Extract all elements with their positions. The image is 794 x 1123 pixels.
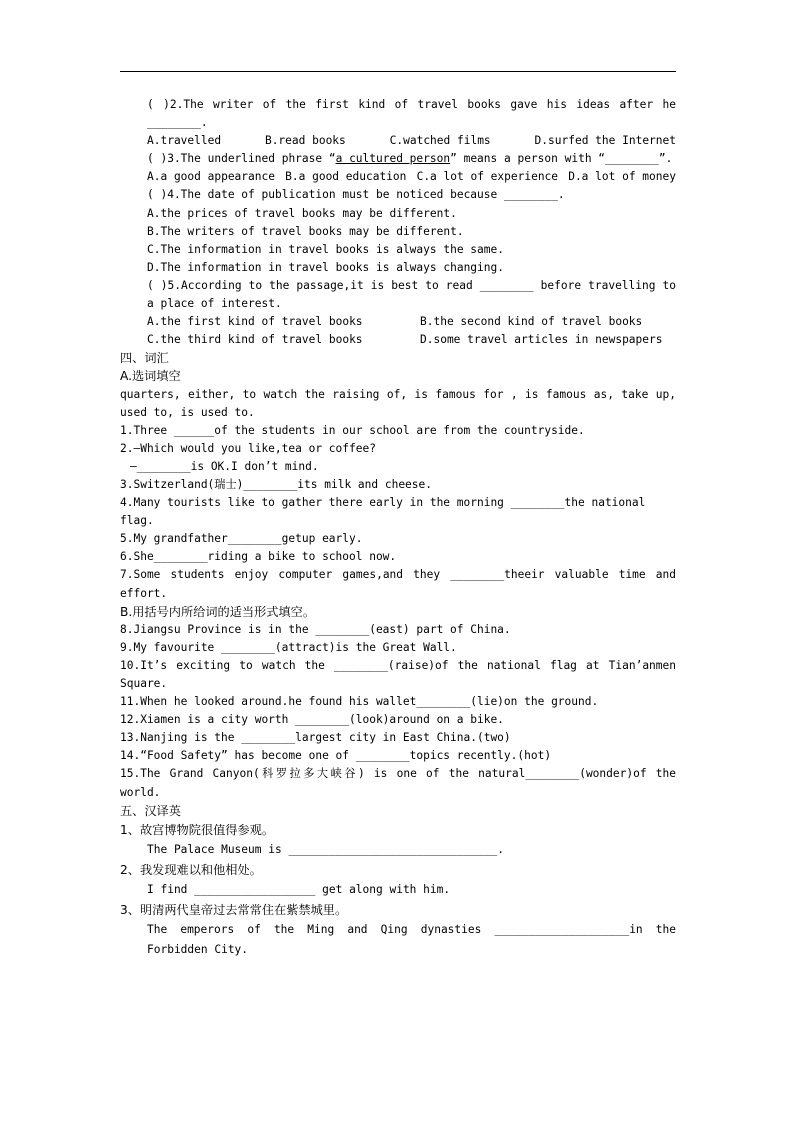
question-5-options-row-1 xyxy=(120,313,676,331)
vocab-item: 10.It’s exciting to watch the ________(raise)of the national flag at Tian’anmen Square. xyxy=(120,658,676,690)
vocab-item: 13.Nanjing is the ________largest city in East China.(two) xyxy=(120,731,511,745)
option: A.the prices of travel books may be different. xyxy=(147,206,457,220)
option: B.The writers of travel books may be different. xyxy=(147,224,464,238)
question-3-stem-start: ( )3.The underlined phrase “ xyxy=(147,152,336,166)
question-3-stem-end: ” means a person with “________”. xyxy=(450,152,673,166)
question-3 xyxy=(120,150,676,168)
vocab-item: 6.She________riding a bike to school now. xyxy=(120,550,397,564)
question-4: ( )4.The date of publication must be noticed because ________. xyxy=(147,188,565,202)
vocab-item: —________is OK.I don’t mind. xyxy=(130,459,319,473)
question-2: ( )2.The writer of the first kind of travel books gave his ideas after he ________. xyxy=(147,98,676,130)
vocab-item: 14.“Food Safety” has become one of ________topics recently.(hot) xyxy=(120,749,552,763)
section-heading-vocab: 四、词汇 xyxy=(120,351,169,366)
vocab-item: 7.Some students enjoy computer games,and they ________theeir valuable time and effort. xyxy=(120,568,676,600)
translation-prompt: 3、明清两代皇帝过去常常住在紫禁城里。 xyxy=(120,902,348,917)
header-rule xyxy=(120,71,676,72)
worksheet-content xyxy=(120,96,676,960)
question-5: ( )5.According to the passage,it is best to read ________ before travelling to a place of interest. xyxy=(147,278,676,311)
section-heading-translation: 五、汉译英 xyxy=(120,803,181,818)
option: B.read books xyxy=(264,134,346,148)
translation-answer: The emperors of the Ming and Qing dynasties ____________________in the Forbidden City. xyxy=(147,922,676,956)
option: C.a lot of experience xyxy=(416,170,559,184)
vocab-item: 5.My grandfather________getup early. xyxy=(120,532,363,546)
vocab-item: 1.Three ______of the students in our school are from the countryside. xyxy=(120,423,585,437)
part-b-heading: B.用括号内所给词的适当形式填空。 xyxy=(120,604,316,619)
vocab-item: 15.The Grand Canyon(科罗拉多大峡谷) is one of the natural________(wonder)of the world. xyxy=(120,767,676,799)
word-bank: quarters, either, to watch the raising of, is famous for , is famous as, take up, used to, is used to. xyxy=(120,387,676,419)
vocab-item: 4.Many tourists like to gather there early in the morning ________the national flag. xyxy=(120,496,646,528)
translation-answer: I find __________________ get along with him. xyxy=(147,882,451,896)
vocab-item: 2.—Which would you like,tea or coffee? xyxy=(120,441,376,455)
underlined-phrase: a cultured person xyxy=(335,152,451,166)
part-a-heading: A.选词填空 xyxy=(120,369,181,384)
option: A.the first kind of travel books xyxy=(147,315,363,329)
option: D.some travel articles in newspapers xyxy=(420,333,663,347)
translation-prompt: 2、我发现难以和他相处。 xyxy=(120,862,262,877)
option: B.the second kind of travel books xyxy=(420,315,643,329)
option: C.the third kind of travel books xyxy=(147,333,363,347)
option: A.a good appearance xyxy=(147,170,275,184)
option: D.surfed the Internet xyxy=(534,134,676,148)
vocab-item: 11.When he looked around.he found his wallet________(lie)on the ground. xyxy=(120,695,599,709)
question-2-options xyxy=(120,132,676,150)
question-3-options xyxy=(120,168,676,186)
vocab-item: 9.My favourite ________(attract)is the Great Wall. xyxy=(120,640,457,654)
option: A.travelled xyxy=(147,134,222,148)
option: D.The information in travel books is always changing. xyxy=(147,260,504,274)
question-5-options-row-2 xyxy=(120,331,676,349)
option: B.a good education xyxy=(285,170,407,184)
option: D.a lot of money xyxy=(568,170,676,184)
translation-answer: The Palace Museum is _______________________________. xyxy=(147,842,504,856)
option: C.The information in travel books is always the same. xyxy=(147,242,504,256)
vocab-item: 3.Switzerland(瑞士)________its milk and cheese. xyxy=(120,477,432,491)
vocab-item: 12.Xiamen is a city worth ________(look)around on a bike. xyxy=(120,713,504,727)
vocab-item: 8.Jiangsu Province is in the ________(east) part of China. xyxy=(120,622,511,636)
option: C.watched films xyxy=(389,134,491,148)
translation-prompt: 1、故宫博物院很值得参观。 xyxy=(120,822,275,837)
